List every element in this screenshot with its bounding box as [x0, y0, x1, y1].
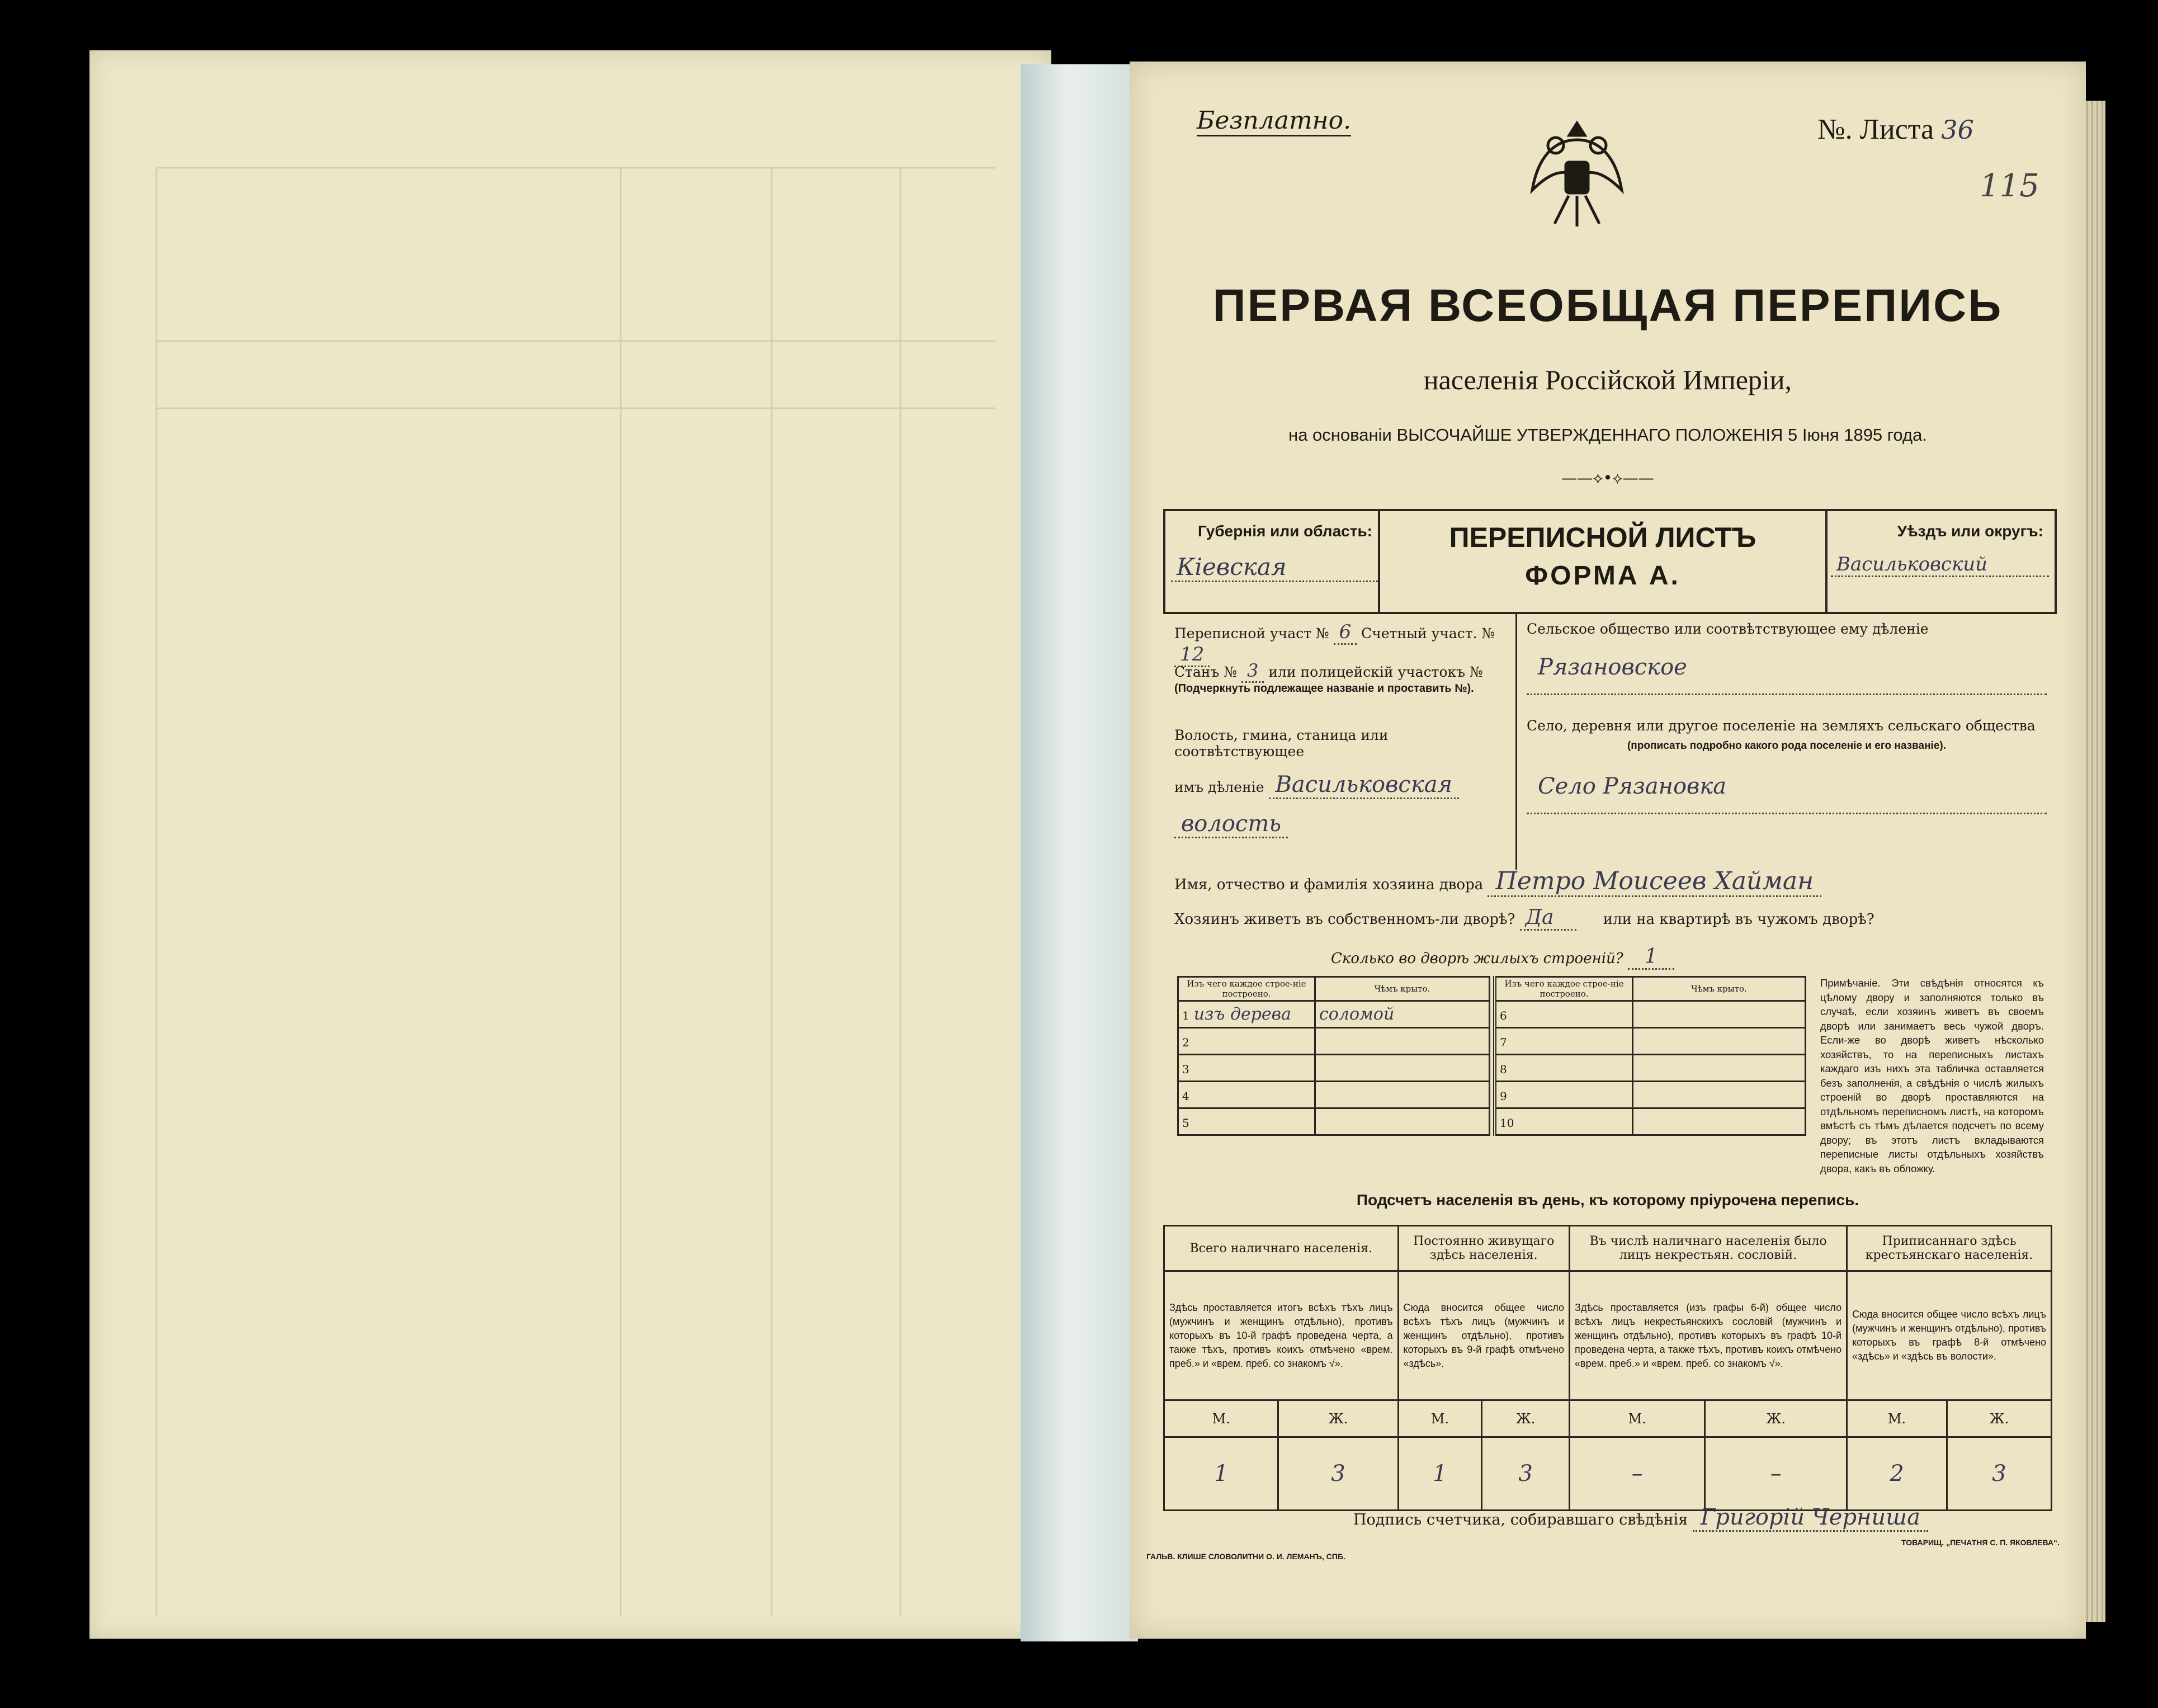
census-section-value: 6	[1334, 621, 1357, 645]
female-count: 3	[1947, 1437, 2051, 1511]
signature-row	[1353, 1504, 1928, 1530]
building-row	[1178, 1055, 1490, 1082]
volost-label-2: имъ дѣленіе	[1174, 779, 1264, 795]
lives-value: Да	[1520, 906, 1576, 931]
female-count: 3	[1278, 1437, 1398, 1511]
society-value: Рязановское	[1527, 654, 2047, 695]
village-hint: (прописать подробно какого рода поселеніе и его названіе).	[1627, 740, 1947, 752]
owner-label: Имя, отчество и фамилія хозяина двора	[1174, 876, 1484, 893]
ornament-divider: ——⟡•⟡——	[1561, 469, 1654, 487]
male-count: –	[1570, 1437, 1705, 1511]
left-page	[89, 50, 1051, 1639]
building-material-value: изъ дерева	[1193, 1004, 1292, 1024]
population-column-title: Постоянно живущаго здѣсь населенія.	[1398, 1226, 1569, 1271]
buildings-label: Сколько во дворѣ жилыхъ строеній?	[1331, 950, 1623, 967]
col-roof-header-2: Чѣмъ крыто.	[1633, 977, 1806, 1001]
building-roof-value: соломой	[1315, 1001, 1490, 1028]
book-spine	[1021, 64, 1138, 1641]
col-roof-header: Чѣмъ крыто.	[1315, 977, 1490, 1001]
free-label: Безплатно.	[1197, 106, 1351, 136]
population-column-title: Приписаннаго здѣсь крестьянскаго населенія.	[1847, 1226, 2052, 1271]
building-material-cell	[1495, 1001, 1633, 1028]
census-form-page	[1130, 62, 2086, 1639]
page-edges	[2083, 101, 2105, 1622]
population-column-desc: Сюда вносится общее число всѣхъ тѣхъ лицъ (мужчинъ и женщинъ отдѣльно), противъ которыхъ въ 9-й графѣ отмѣчено «здѣсь».	[1398, 1271, 1569, 1400]
building-material-cell	[1178, 1055, 1315, 1082]
district-value: Васильковский	[1831, 553, 2049, 577]
building-row-number: 7	[1500, 1036, 1507, 1049]
female-header: Ж.	[1482, 1400, 1570, 1437]
building-material-cell	[1495, 1108, 1633, 1135]
buildings-value: 1	[1628, 945, 1674, 970]
building-row	[1495, 1028, 1806, 1055]
male-count: 1	[1164, 1437, 1278, 1511]
female-header: Ж.	[1705, 1400, 1847, 1437]
building-roof-value	[1315, 1082, 1490, 1108]
male-header: М.	[1570, 1400, 1705, 1437]
owner-fields	[1174, 867, 2047, 979]
building-row	[1178, 1001, 1490, 1028]
village-label: Село, деревня или другое поселеніе на земляхъ сельскаго общества	[1527, 718, 2036, 734]
right-fields	[1527, 621, 2047, 814]
building-row-number: 4	[1182, 1089, 1189, 1103]
building-material-cell	[1495, 1082, 1633, 1108]
female-header: Ж.	[1947, 1400, 2051, 1437]
building-row-number: 6	[1500, 1009, 1507, 1022]
building-row-number: 10	[1500, 1116, 1514, 1130]
building-roof-value	[1633, 1108, 1806, 1135]
col-material-header: Изъ чего каждое строе-ніе построено.	[1178, 977, 1315, 1001]
society-label: Сельское общество или соотвѣтствующее ему дѣленіе	[1527, 621, 1929, 637]
male-header: М.	[1398, 1400, 1482, 1437]
building-row	[1178, 1108, 1490, 1135]
village-value: Село Рязановка	[1527, 773, 2047, 814]
building-roof-value	[1633, 1055, 1806, 1082]
underline-hint: (Подчеркнуть подлежащее названіе и проставить №).	[1174, 682, 1474, 695]
sheet-label-text: №. Листа	[1817, 114, 1934, 145]
lives-label: Хозяинъ живетъ въ собственномъ-ли дворѣ?	[1174, 911, 1515, 928]
owner-value: Петро Моисеев Хайман	[1488, 867, 1821, 897]
building-row-number: 8	[1500, 1063, 1507, 1076]
building-roof-value	[1315, 1028, 1490, 1055]
form-type-title: ФОРМА А.	[1525, 561, 1680, 591]
building-row-number: 1	[1182, 1009, 1189, 1022]
count-section-label: Счетный участ. №	[1361, 625, 1495, 641]
form-subtitle: населенія Россійской Имперіи,	[1423, 364, 1792, 395]
building-material-cell	[1495, 1055, 1633, 1082]
building-material-cell	[1178, 1082, 1315, 1108]
col-material-header-2: Изъ чего каждое строе-ніе построено.	[1495, 977, 1633, 1001]
building-row-number: 9	[1500, 1089, 1507, 1103]
building-material-cell	[1178, 1001, 1315, 1028]
male-count: 2	[1847, 1437, 1947, 1511]
building-row-number: 5	[1182, 1116, 1189, 1130]
census-section-label: Переписной участ №	[1174, 625, 1329, 641]
sheet-number-label	[1817, 113, 1974, 146]
buildings-table-left	[1177, 976, 1490, 1136]
header-frame	[1163, 509, 2057, 614]
female-count: 3	[1482, 1437, 1570, 1511]
population-column-title: Въ числѣ наличнаго населенія было лицъ некрестьян. сословій.	[1570, 1226, 1847, 1271]
population-column-desc: Здѣсь проставляется (изъ графы 6-й) общее число всѣхъ лицъ некрестьянскихъ сословій (мужчинъ и женщинъ отдѣльно), противъ которыхъ въ графѣ 10-й проведена черта, а также тѣхъ, противъ коихъ отмѣчено «врем. преб.» и «врем. преб. со знакомъ √».	[1570, 1271, 1847, 1400]
population-column-desc: Здѣсь проставляется итогъ всѣхъ тѣхъ лицъ (мужчинъ и женщинъ отдѣльно), противъ которыхъ въ 10-й графѣ проведена черта, а также тѣхъ, противъ коихъ отмѣчено «врем. преб.» и «врем. преб. со знакомъ √».	[1164, 1271, 1399, 1400]
female-header: Ж.	[1278, 1400, 1398, 1437]
population-table	[1163, 1225, 2052, 1511]
field-divider	[1515, 612, 1517, 870]
archive-number-handwritten: 115	[1980, 168, 2039, 204]
double-headed-eagle-icon	[1521, 106, 1633, 235]
signature-label: Подпись счетчика, собиравшаго свѣдѣнія	[1353, 1511, 1688, 1528]
population-heading: Подсчетъ населенія въ день, къ которому пріурочена перепись.	[1356, 1191, 1859, 1209]
printer-right: ТОВАРИЩ. „ПЕЧАТНЯ С. П. ЯКОВЛЕВА“.	[1901, 1538, 2060, 1547]
male-count: 1	[1398, 1437, 1482, 1511]
buildings-table-right	[1493, 976, 1806, 1136]
building-material-cell	[1178, 1108, 1315, 1135]
form-main-title: ПЕРВАЯ ВСЕОБЩАЯ ПЕРЕПИСЬ	[1212, 280, 2003, 331]
building-row	[1178, 1082, 1490, 1108]
volost-value-2: волость	[1174, 811, 1288, 838]
building-material-cell	[1178, 1028, 1315, 1055]
building-roof-value	[1315, 1055, 1490, 1082]
sheet-number-handwritten: 36	[1941, 115, 1974, 145]
stan-label: Станъ №	[1174, 664, 1238, 680]
building-roof-value	[1315, 1108, 1490, 1135]
volost-value-1: Васильковская	[1269, 772, 1460, 799]
building-material-cell	[1495, 1028, 1633, 1055]
male-header: М.	[1164, 1400, 1278, 1437]
police-label: или полицейскій участокъ №	[1268, 664, 1483, 680]
building-row-number: 2	[1182, 1036, 1189, 1049]
building-row	[1178, 1028, 1490, 1055]
rent-label: или на квартирѣ въ чужомъ дворѣ?	[1603, 911, 1874, 928]
building-row	[1495, 1082, 1806, 1108]
population-column-desc: Сюда вносится общее число всѣхъ лицъ (мужчинъ и женщинъ отдѣльно), противъ которыхъ въ графѣ 8-й отмѣчено «здѣсь» и «здѣсь въ волости».	[1847, 1271, 2052, 1400]
female-count: –	[1705, 1437, 1847, 1511]
building-row	[1495, 1055, 1806, 1082]
form-legal-basis: на основаніи ВЫСОЧАЙШЕ УТВЕРЖДЕННАГО ПОЛОЖЕНІЯ 5 Іюня 1895 года.	[1288, 425, 1927, 445]
male-header: М.	[1847, 1400, 1947, 1437]
left-fields	[1174, 621, 1510, 837]
building-roof-value	[1633, 1001, 1806, 1028]
form-sheet-title: ПЕРЕПИСНОЙ ЛИСТЪ	[1449, 522, 1756, 553]
population-column-title: Всего наличнаго населенія.	[1164, 1226, 1399, 1271]
note-text: Примѣчаніе. Эти свѣдѣнія относятся къ цѣлому двору и заполняются только въ случаѣ, если хозяинъ живетъ въ своемъ дворѣ или занимаетъ весь чужой дворъ. Если-же во дворѣ живетъ нѣсколько хозяйствъ, то на переписныхъ листахъ каждаго изъ нихъ эта табличка оставляется безъ заполненія, а свѣдѣнія о числѣ жилыхъ строеній во дворѣ проставляются на отдѣльномъ переписномъ листѣ, на которомъ вмѣстѣ съ тѣмъ дѣлается подсчетъ по всему двору; въ этотъ листъ вкладываются переписные листы отдѣльныхъ хозяйствъ двора, какъ въ обложку.	[1820, 977, 2044, 1174]
building-row	[1495, 1001, 1806, 1028]
show-through-grid	[89, 50, 1051, 1639]
building-roof-value	[1633, 1028, 1806, 1055]
count-section-value: 12	[1174, 643, 1210, 667]
building-row	[1495, 1108, 1806, 1135]
stan-value: 3	[1241, 660, 1264, 683]
volost-label-1: Волость, гмина, станица или соотвѣтствующее	[1174, 727, 1389, 759]
province-label: Губернія или область:	[1197, 522, 1372, 540]
signature-value: Григорій Черниша	[1693, 1504, 1928, 1532]
building-roof-value	[1633, 1082, 1806, 1108]
district-label: Уѣздъ или округъ:	[1897, 522, 2043, 540]
building-row-number: 3	[1182, 1063, 1189, 1076]
province-value: Кіевская	[1171, 553, 1378, 582]
printer-left: ГАЛЬВ. КЛИШЕ СЛОВОЛИТНИ О. И. ЛЕМАНЪ, СПБ.	[1146, 1552, 1345, 1561]
